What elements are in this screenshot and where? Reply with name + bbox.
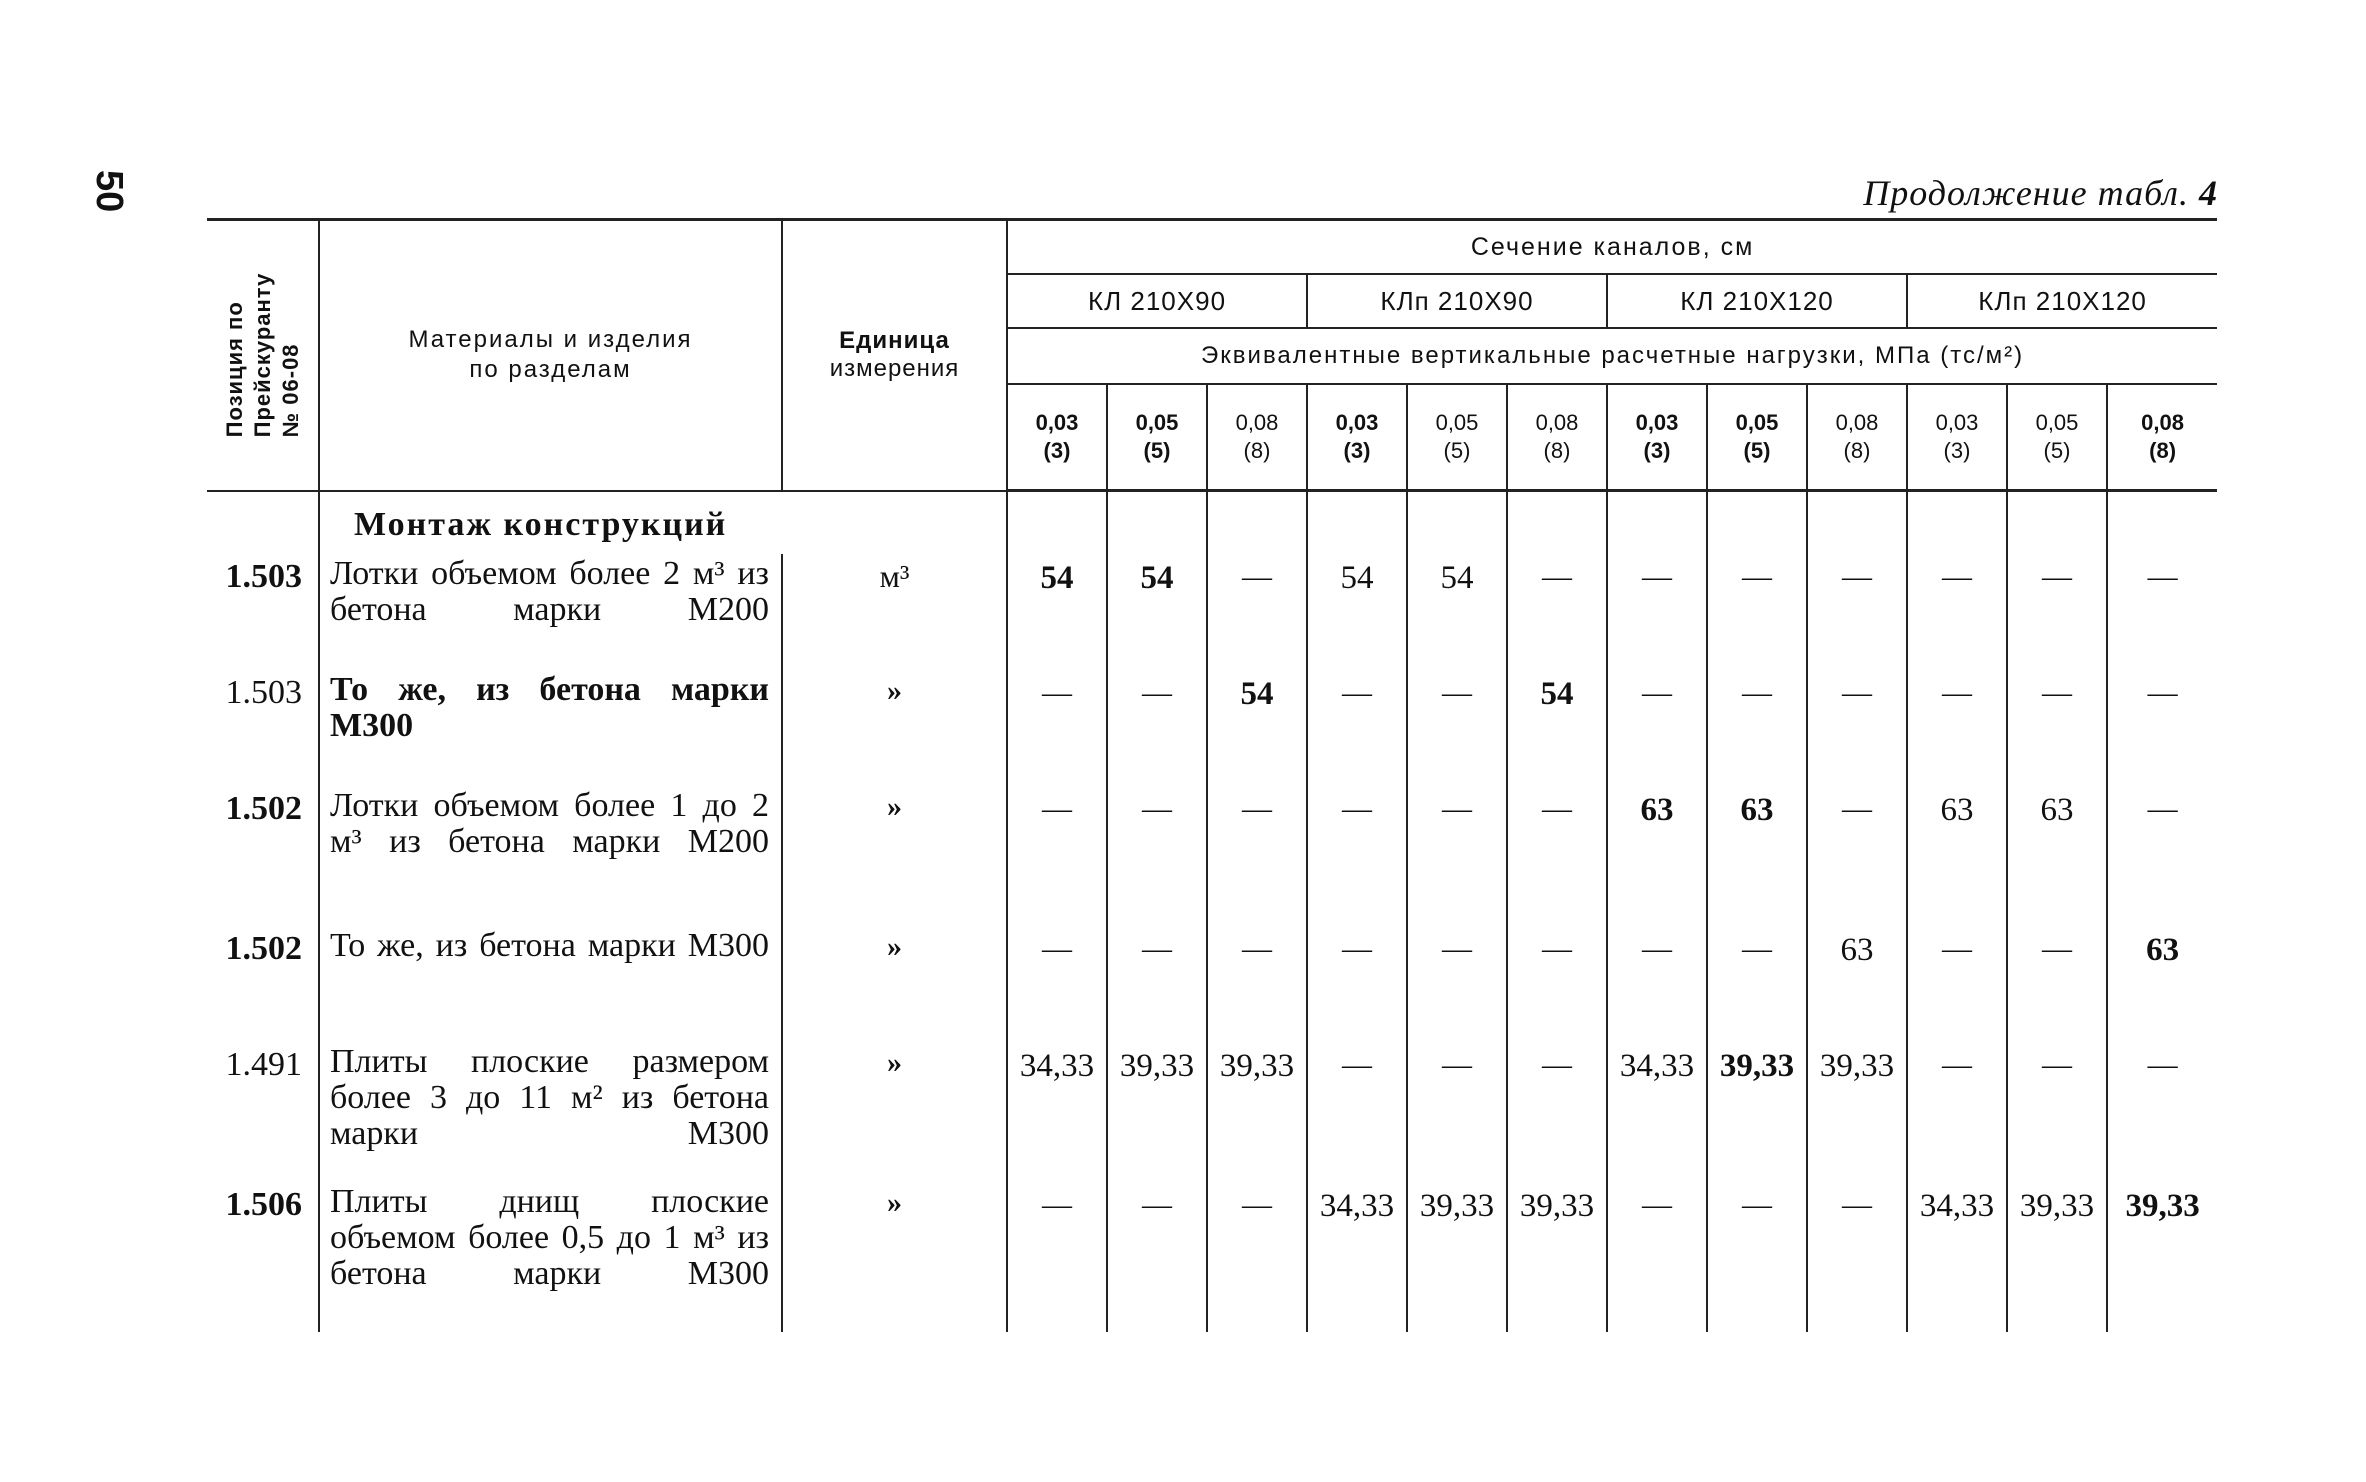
table-row [207,1182,2217,1332]
value-cell [1507,554,1607,670]
load-value: 39,33 [1419,1188,1495,1224]
description-cell [319,786,782,926]
value-cell [1107,786,1207,926]
page-number: 50 [88,170,130,213]
header-type-klp-210x90: КЛп 210Х90 [1307,274,1607,328]
continuation-text: Продолжение табл. [1863,173,2189,213]
table-row [207,554,2217,670]
header-load-value [1607,384,1707,491]
position-cell [207,670,319,786]
header-load-value [1807,384,1907,491]
header-load-value-bottom: (5) [2043,438,2071,463]
value-cell [1907,926,2007,1042]
section-empty-cell [1007,491,1107,555]
value-cell [2107,1042,2217,1182]
header-load-value [1907,384,2007,491]
header-materials-line2: по разделам [469,356,632,384]
value-cell [1807,1182,1907,1332]
section-empty-cell [1307,491,1407,555]
header-load-value-top: 0,08 [1235,410,1279,435]
value-cell [1107,554,1207,670]
table-header [207,220,2217,491]
section-empty-cell [1707,491,1807,555]
load-value: 63 [1640,792,1674,828]
table-continuation-caption [1863,172,2218,214]
table-number: 4 [2199,173,2218,213]
header-load-value-top: 0,03 [1635,410,1679,435]
value-cell [1207,786,1307,926]
description-cell [319,554,782,670]
position-cell [207,926,319,1042]
header-load-value-top: 0,05 [1735,410,1779,435]
load-value: 54 [1540,676,1574,712]
load-value: — [1342,1048,1372,1081]
load-value: 34,33 [1319,1188,1395,1224]
value-cell [1707,554,1807,670]
value-cell [1307,670,1407,786]
header-load-value [2007,384,2107,491]
description-cell [319,670,782,786]
value-cell [2107,786,2217,926]
header-position-text: Позиция по Прейскуранту № 06-08 [221,272,303,438]
header-load-value-bottom: (5) [1443,438,1471,463]
item-description: То же, из бетона марки М300 [330,671,769,744]
value-cell [2007,1042,2107,1182]
header-load-value-top: 0,08 [2141,410,2184,435]
header-type-kl-210x90: КЛ 210Х90 [1007,274,1307,328]
load-value: — [1542,792,1572,825]
load-value: 63 [1940,792,1974,828]
value-cell [1207,1042,1307,1182]
value-cell [1307,1182,1407,1332]
value-cell [1607,670,1707,786]
value-cell [1607,554,1707,670]
header-load-value-top: 0,05 [2035,410,2079,435]
description-cell [319,926,782,1042]
header-section: Сечение каналов, см [1007,220,2217,275]
item-description: Плиты днищ плоские объемом более 0,5 до 1 м³ из бетона марки М300 [330,1183,769,1292]
value-cell [1707,1042,1807,1182]
header-load-value-top: 0,03 [1035,410,1079,435]
section-empty-cell [1107,491,1207,555]
value-cell [1807,1042,1907,1182]
value-cell [2007,554,2107,670]
header-unit-line2: измерения [829,355,960,383]
header-load-value [2107,384,2217,491]
position-code: 1.503 [225,674,302,711]
section-empty-cell [1207,491,1307,555]
header-load-value [1707,384,1807,491]
load-value: — [1842,792,1872,825]
header-load-value-top: 0,05 [1135,410,1179,435]
item-unit: » [887,674,902,707]
section-empty-cell [1407,491,1507,555]
value-cell [1507,670,1607,786]
value-cell [1607,1182,1707,1332]
load-value: — [1142,792,1172,825]
value-cell [1207,1182,1307,1332]
value-cell [1007,670,1107,786]
table-body [207,491,2217,1333]
header-load-value-bottom: (5) [1143,438,1171,463]
load-value: — [2147,792,2178,825]
section-title-cell [319,491,1007,555]
unit-cell [782,786,1007,926]
section-empty-cell [1607,491,1707,555]
load-value: — [1842,676,1872,709]
value-cell [1307,926,1407,1042]
value-cell [1907,1042,2007,1182]
item-unit: » [887,790,902,823]
value-cell [1607,926,1707,1042]
unit-cell [782,1042,1007,1182]
load-value: — [1442,676,1472,709]
header-load-value-top: 0,03 [1335,410,1379,435]
header-load-value [1307,384,1407,491]
header-load-value-bottom: (8) [2149,438,2177,463]
header-load-value [1007,384,1107,491]
header-load-value-top: 0,03 [1935,410,1979,435]
load-value: — [1742,1188,1772,1221]
item-description: Лотки объемом более 2 м³ из бетона марки М200 [330,555,769,628]
header-load-value-bottom: (3) [1943,438,1971,463]
load-value: — [1642,1188,1672,1221]
item-description: Лотки объемом более 1 до 2 м³ из бетона марки М200 [330,787,769,860]
load-value: — [1642,932,1672,965]
value-cell [1307,786,1407,926]
header-load-value [1107,384,1207,491]
value-cell [1707,1182,1807,1332]
load-value: — [1942,1048,1972,1081]
position-cell [207,786,319,926]
value-cell [1207,670,1307,786]
value-cell [1307,1042,1407,1182]
load-value: — [1242,1188,1272,1221]
section-title: Монтаж конструкций [354,505,728,543]
value-cell [2007,786,2107,926]
value-cell [2107,554,2217,670]
load-value: — [1742,560,1772,593]
load-value: — [1542,560,1572,593]
value-cell [1507,1042,1607,1182]
unit-cell [782,1182,1007,1332]
item-unit: м³ [879,558,910,594]
load-value: — [1542,932,1572,965]
load-value: 39,33 [1719,1048,1795,1084]
header-load-value [1507,384,1607,491]
header-load-value-bottom: (3) [1343,438,1371,463]
load-value: — [1942,676,1972,709]
value-cell [1107,1182,1207,1332]
unit-cell [782,926,1007,1042]
load-value: — [1942,560,1972,593]
load-value: — [1342,932,1372,965]
position-code: 1.506 [225,1186,302,1223]
section-empty-cell [2007,491,2107,555]
header-materials [319,220,782,491]
value-cell [1407,670,1507,786]
value-cell [1007,554,1107,670]
section-empty-cell [2107,491,2217,555]
header-load-value-bottom: (3) [1643,438,1671,463]
header-load-value-top: 0,08 [1535,410,1579,435]
load-value: — [1742,676,1772,709]
value-cell [1007,926,1107,1042]
header-unit-line1: Единица [839,327,950,355]
value-cell [1907,554,2007,670]
load-value: — [1642,676,1672,709]
value-cell [1407,1182,1507,1332]
load-value: — [2147,676,2178,709]
load-value: 63 [1840,932,1874,968]
value-cell [1307,554,1407,670]
value-cell [1707,786,1807,926]
value-cell [1807,670,1907,786]
load-value: — [1142,676,1172,709]
value-cell [1107,926,1207,1042]
load-value: 39,33 [1819,1048,1895,1084]
table-row [207,786,2217,926]
value-cell [1507,926,1607,1042]
value-cell [1907,670,2007,786]
load-value: — [1342,792,1372,825]
load-value: — [2147,560,2178,593]
unit-cell [782,670,1007,786]
load-value: — [1942,932,1972,965]
load-value: 39,33 [2125,1188,2200,1224]
load-value: — [1142,932,1172,965]
position-code: 1.503 [225,558,302,595]
value-cell [2107,1182,2217,1332]
section-pos-cell [207,491,319,555]
load-value: 54 [1340,560,1374,596]
load-value: — [1042,792,1072,825]
item-unit: » [887,1186,902,1219]
table-row [207,1042,2217,1182]
value-cell [1807,786,1907,926]
value-cell [2107,670,2217,786]
value-cell [1007,1042,1107,1182]
load-value: — [1642,560,1672,593]
table-row [207,670,2217,786]
section-empty-cell [1507,491,1607,555]
value-cell [1207,554,1307,670]
description-cell [319,1182,782,1332]
table-row [207,926,2217,1042]
value-cell [1407,926,1507,1042]
value-cell [1907,786,2007,926]
description-cell [319,1042,782,1182]
load-value: — [1242,932,1272,965]
value-cell [1007,1182,1107,1332]
load-value: — [1042,676,1072,709]
header-type-klp-210x120: КЛп 210Х120 [1907,274,2217,328]
header-unit [782,220,1007,491]
value-cell [1407,1042,1507,1182]
load-value: 54 [1440,560,1474,596]
position-cell [207,1042,319,1182]
value-cell [2007,1182,2107,1332]
section-empty-cell [1807,491,1907,555]
header-load-value-bottom: (3) [1043,438,1071,463]
value-cell [1107,670,1207,786]
header-load-value-bottom: (8) [1243,438,1271,463]
position-cell [207,1182,319,1332]
header-position [207,220,319,491]
load-value: — [1042,932,1072,965]
load-value: — [1442,1048,1472,1081]
value-cell [2107,926,2217,1042]
header-load-value [1407,384,1507,491]
value-cell [1407,786,1507,926]
value-cell [1207,926,1307,1042]
value-cell [1807,554,1907,670]
load-value: — [1442,792,1472,825]
load-value: — [2147,1048,2178,1081]
header-load-value-top: 0,05 [1435,410,1479,435]
position-code: 1.502 [225,790,302,827]
load-value: 54 [1040,560,1074,596]
value-cell [1707,670,1807,786]
load-value: 39,33 [1219,1048,1295,1084]
load-value: — [1142,1188,1172,1221]
value-cell [1107,1042,1207,1182]
load-value: — [2042,1048,2072,1081]
value-cell [1507,786,1607,926]
value-cell [2007,670,2107,786]
load-value: — [1242,560,1272,593]
value-cell [2007,926,2107,1042]
position-code: 1.502 [225,930,302,967]
item-unit: » [887,1046,902,1079]
load-value: — [1442,932,1472,965]
value-cell [1907,1182,2007,1332]
load-value: 39,33 [1119,1048,1195,1084]
header-load-value-top: 0,08 [1835,410,1879,435]
load-value: 54 [1240,676,1274,712]
load-value: — [1742,932,1772,965]
value-cell [1007,786,1107,926]
position-cell [207,554,319,670]
item-description: Плиты плоские размером более 3 до 11 м² из бетона марки М300 [330,1043,769,1152]
header-type-kl-210x120: КЛ 210Х120 [1607,274,1907,328]
load-value: — [1842,560,1872,593]
header-load-value-bottom: (5) [1743,438,1771,463]
load-value: 63 [2146,932,2180,968]
item-unit: » [887,930,902,963]
load-value: 34,33 [1919,1188,1995,1224]
load-value: 39,33 [2019,1188,2095,1224]
load-value: — [2042,676,2072,709]
header-load-value [1207,384,1307,491]
section-empty-cell [1907,491,2007,555]
load-value: 54 [1140,560,1174,596]
header-materials-line1: Материалы и изделия [408,326,693,354]
value-cell [1607,1042,1707,1182]
load-value: 34,33 [1619,1048,1695,1084]
load-value: — [1342,676,1372,709]
load-value: — [2042,560,2072,593]
value-cell [1407,554,1507,670]
concrete-items-table [207,218,2217,1332]
load-value: — [1842,1188,1872,1221]
load-value: 63 [2040,792,2074,828]
value-cell [1707,926,1807,1042]
position-code: 1.491 [225,1046,302,1083]
header-load-value-bottom: (8) [1543,438,1571,463]
value-cell [1607,786,1707,926]
load-value: 63 [1740,792,1774,828]
load-value: 34,33 [1019,1048,1095,1084]
load-value: — [1542,1048,1572,1081]
load-value: 39,33 [1519,1188,1595,1224]
load-value: — [2042,932,2072,965]
header-loads: Эквивалентные вертикальные расчетные нагрузки, МПа (тс/м²) [1007,328,2217,384]
item-description: То же, из бетона марки М300 [330,927,769,964]
header-load-value-bottom: (8) [1843,438,1871,463]
load-value: — [1042,1188,1072,1221]
value-cell [1507,1182,1607,1332]
load-value: — [1242,792,1272,825]
unit-cell [782,554,1007,670]
value-cell [1807,926,1907,1042]
